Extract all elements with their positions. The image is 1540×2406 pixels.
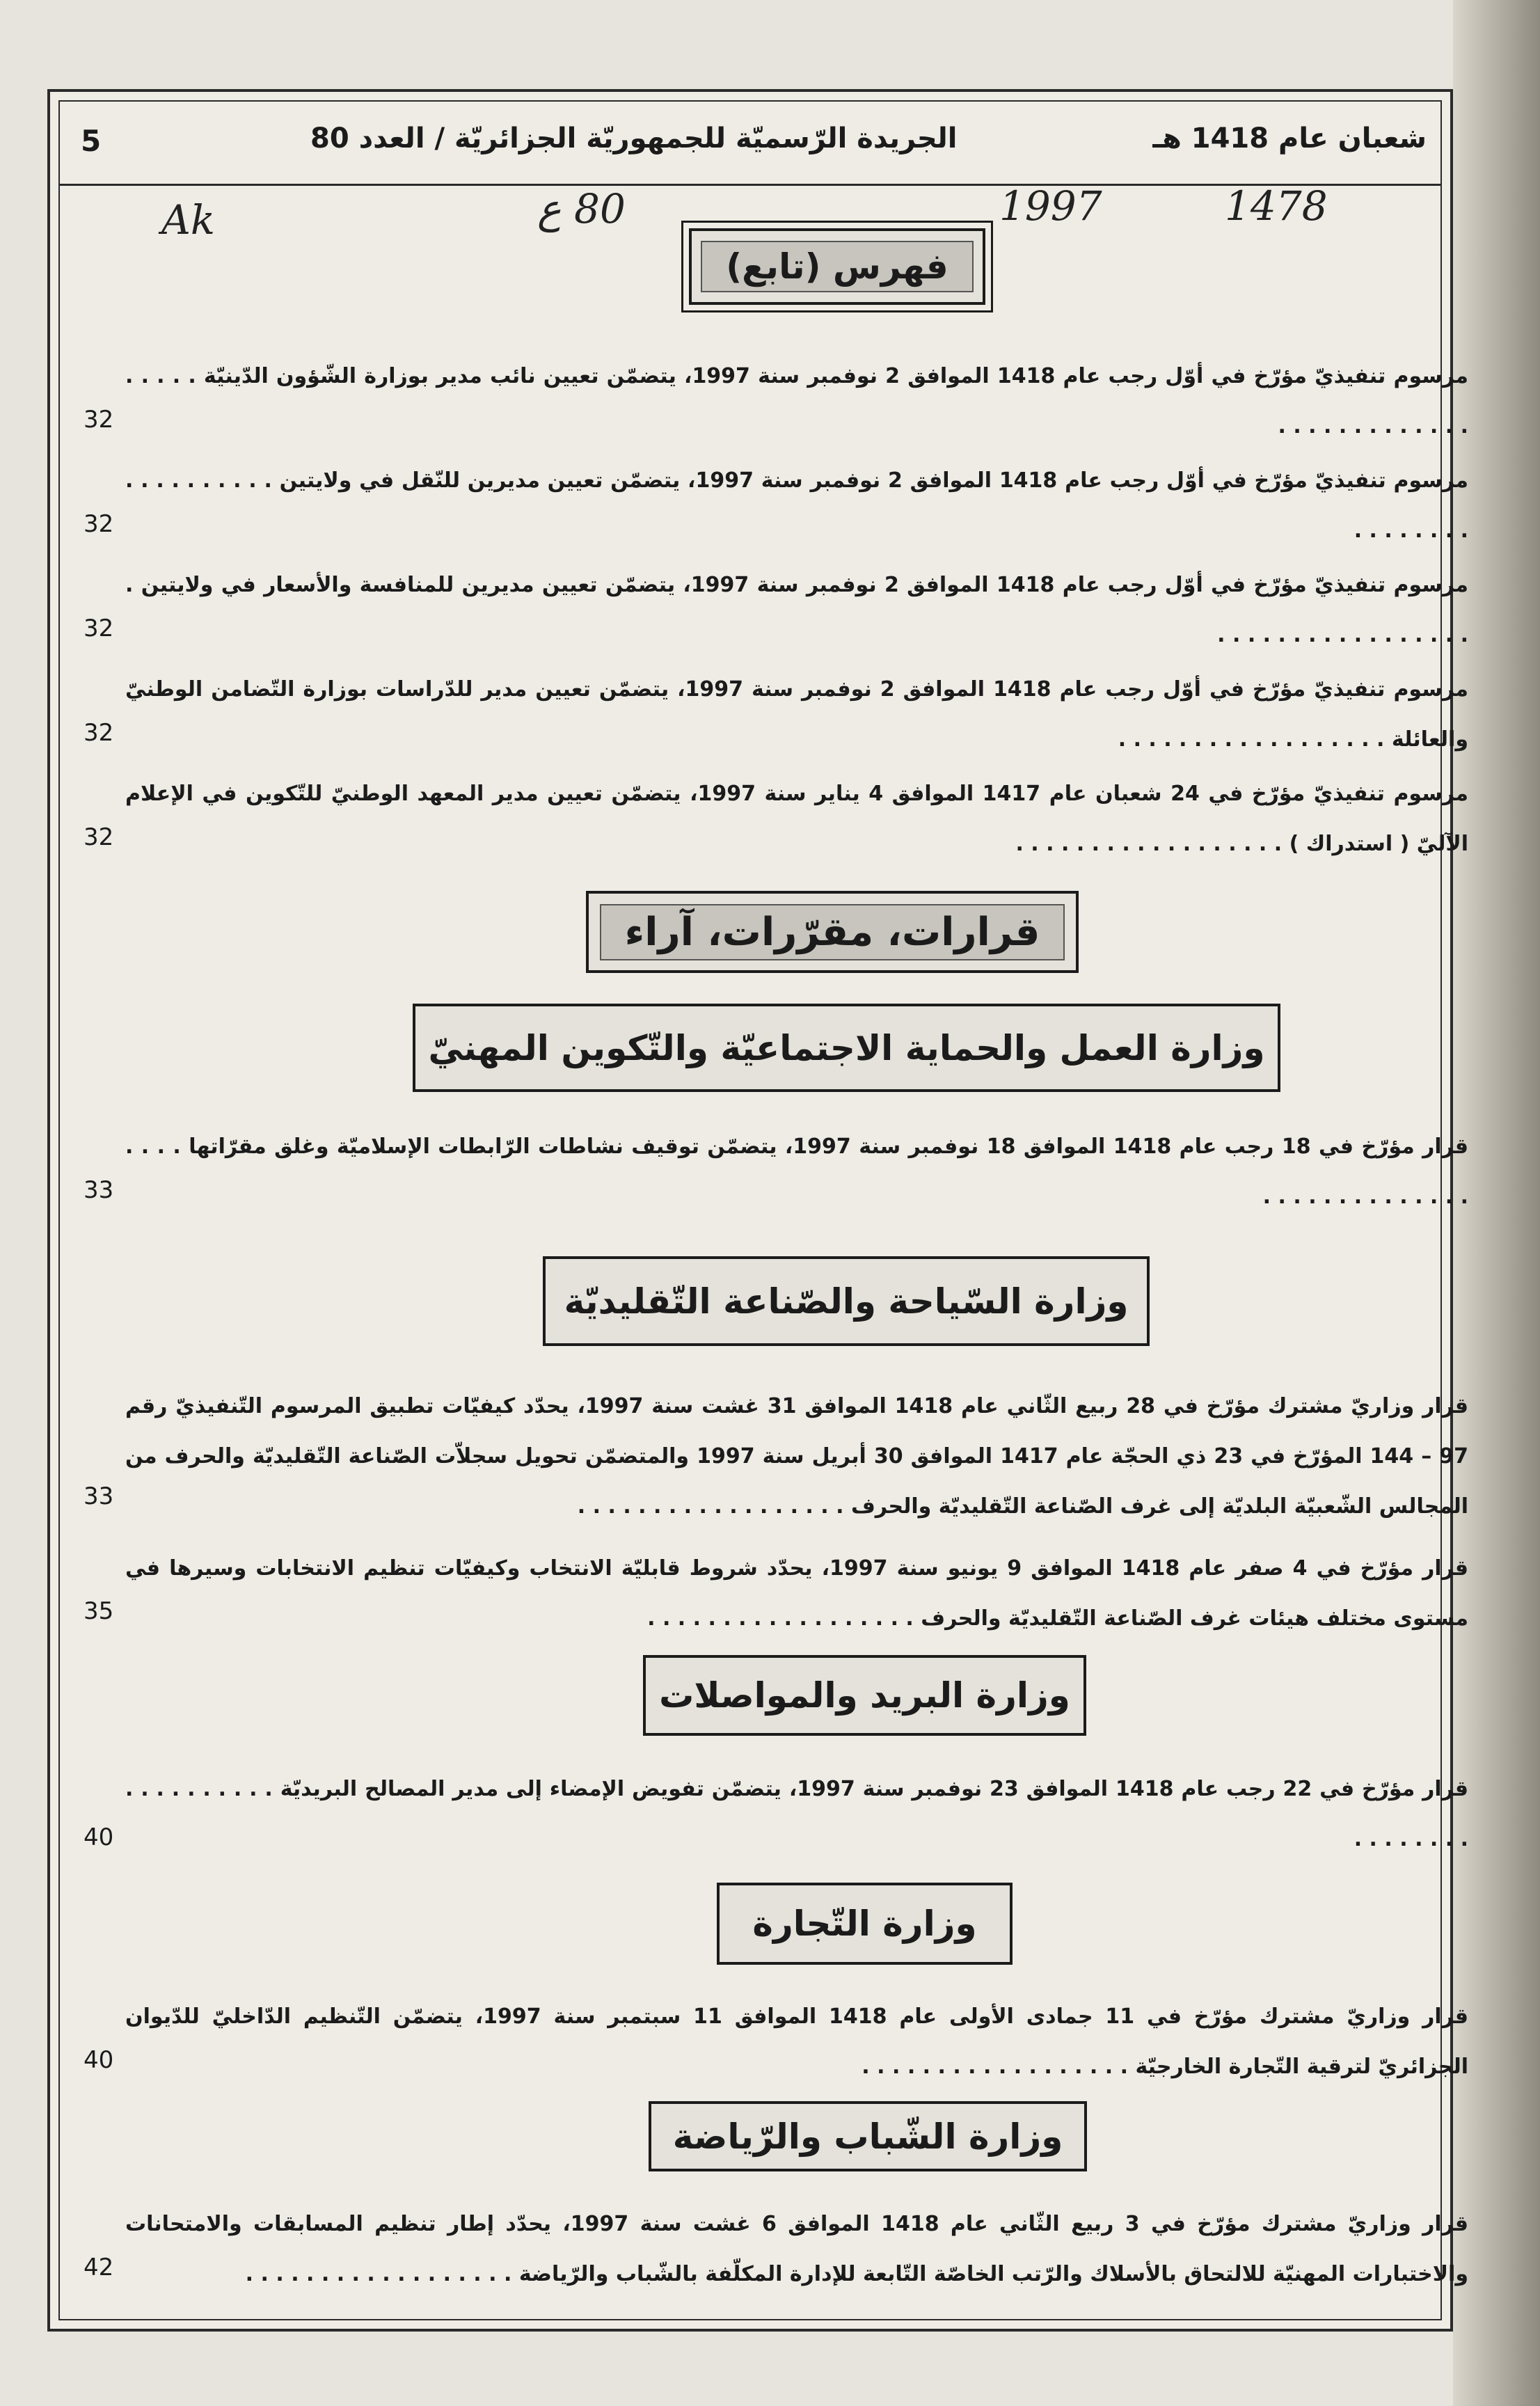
handwritten-note-d: 1478	[1225, 182, 1328, 230]
ministry-title-box	[649, 2101, 1087, 2171]
ministry-title-box	[543, 1256, 1150, 1346]
handwritten-note-b: 80 ع	[537, 185, 626, 232]
entry-page-number: 32	[84, 510, 114, 538]
entry-text: قرار مؤرّخ في 22 رجب عام 1418 الموافق 23 نوفمبر سنة 1997، يتضمّن تفويض الإمضاء إلى مدير المصالح البريديّة	[280, 1777, 1468, 1801]
entry-text: مرسوم تنفيذيّ مؤرّخ في أوّل رجب عام 1418 الموافق 2 نوفمبر سنة 1997، يتضمّن تعيين مدير للدّراسات بوزارة التّضامن الوطنيّ والعائلة	[125, 677, 1468, 752]
index-title-box	[689, 228, 985, 305]
journal-title: الجريدة الرّسميّة للجمهوريّة الجزائريّة / العدد 80	[310, 122, 958, 155]
page-number: 5	[81, 124, 102, 158]
index-entry-decision	[125, 2199, 1468, 2300]
entry-page-number: 32	[84, 823, 114, 851]
ministry-title-box	[413, 1004, 1280, 1092]
ministry-title: وزارة العمل والحماية الاجتماعيّة والتّكوين المهنيّ	[428, 1027, 1265, 1068]
section-title-box	[586, 891, 1079, 973]
leader-dots: . . . . . . . . . . . . . . . . . .	[577, 1494, 851, 1519]
entry-text: قرار وزاريّ مشترك مؤرّخ في 3 ربيع الثّاني عام 1418 الموافق 6 غشت سنة 1997، يحدّد إطار تنظيم المسابقات والامتحانات والاختبارات المهنيّة للالتحاق بالأسلاك والرّتب الخاصّة التّابعة للإدارة المكلّفة بالشّباب والرّياضة	[125, 2212, 1468, 2286]
index-entry-decree	[125, 351, 1468, 452]
entry-page-number: 32	[84, 406, 114, 434]
leader-dots: . . . . . . . . . . . . . . . . . .	[647, 1606, 921, 1631]
entry-page-number: 40	[84, 2046, 114, 2074]
entry-page-number: 33	[84, 1176, 114, 1204]
index-entry-decree	[125, 456, 1468, 556]
ministry-title-box	[643, 1655, 1086, 1736]
leader-dots: . . . . . . . . . . . . . . . . . .	[125, 573, 1468, 647]
ministry-title: وزارة السّياحة والصّناعة التّقليديّة	[564, 1281, 1129, 1322]
entry-page-number: 42	[84, 2254, 114, 2281]
entry-page-number: 40	[84, 1823, 114, 1851]
entry-text: مرسوم تنفيذيّ مؤرّخ في أوّل رجب عام 1418 الموافق 2 نوفمبر سنة 1997، يتضمّن تعيين مديرين للمنافسة والأسعار في ولايتين	[141, 573, 1469, 597]
index-entry-decision	[125, 1992, 1468, 2092]
entry-text: مرسوم تنفيذيّ مؤرّخ في 24 شعبان عام 1417 الموافق 4 يناير سنة 1997، يتضمّن تعيين مدير المعهد الوطنيّ للتّكوين في الإعلام الآليّ ( استدراك )	[125, 782, 1468, 856]
leader-dots: . . . . . . . . . . . . . . . . . .	[1015, 832, 1289, 856]
index-entry-decree	[125, 665, 1468, 765]
page-header	[60, 102, 1440, 186]
ministry-title: وزارة التّجارة	[752, 1904, 977, 1944]
ministry-title: وزارة الشّباب والرّياضة	[672, 2116, 1063, 2157]
entry-text: قرار مؤرّخ في 18 رجب عام 1418 الموافق 18 نوفمبر سنة 1997، يتضمّن توقيف نشاطات الرّابطات الإسلاميّة وغلق مقرّاتها	[189, 1134, 1468, 1159]
entry-text: قرار وزاريّ مشترك مؤرّخ في 28 ربيع الثّاني عام 1418 الموافق 31 غشت سنة 1997، يحدّد كيفيّات تطبيق المرسوم التّنفيذيّ رقم 97 – 144 المؤرّخ في 23 ذي الحجّة عام 1417 الموافق 30 أبريل سنة 1997 والمتضمّن تحويل سجلاّت الصّناعة التّقليديّة والحرف من المجالس الشّعبيّة البلديّة إلى غرف الصّناعة التّقليديّة والحرف	[125, 1394, 1468, 1519]
leader-dots: . . . . . . . . . . . . . . . . . .	[125, 1134, 1468, 1209]
entry-text: قرار وزاريّ مشترك مؤرّخ في 11 جمادى الأولى عام 1418 الموافق 11 سبتمبر سنة 1997، يتضمّن التّنظيم الدّاخليّ للدّيوان الجزائريّ لترقية التّجارة الخارجيّة	[125, 2004, 1468, 2079]
index-entry-decision	[125, 1544, 1468, 1644]
index-entry-decision	[125, 1382, 1468, 1532]
entry-page-number: 35	[84, 1597, 114, 1625]
index-entry-decree	[125, 560, 1468, 660]
index-entry-decision	[125, 1122, 1468, 1222]
entry-page-number: 32	[84, 615, 114, 642]
hijri-date: شعبان عام 1418 هـ	[1152, 122, 1427, 155]
leader-dots: . . . . . . . . . . . . . . . . . .	[125, 1777, 1468, 1851]
handwritten-note-a: Ak	[161, 196, 216, 244]
entry-text: مرسوم تنفيذيّ مؤرّخ في أوّل رجب عام 1418 الموافق 2 نوفمبر سنة 1997، يتضمّن تعيين نائب مدير بوزارة الشّؤون الدّينيّة	[203, 364, 1468, 388]
handwritten-note-c: 1997	[999, 182, 1102, 230]
ministry-title-box	[717, 1883, 1013, 1965]
entry-page-number: 32	[84, 719, 114, 747]
index-entry-decree	[125, 769, 1468, 869]
entry-text: مرسوم تنفيذيّ مؤرّخ في أوّل رجب عام 1418 الموافق 2 نوفمبر سنة 1997، يتضمّن تعيين مديرين للنّقل في ولايتين	[279, 468, 1469, 493]
leader-dots: . . . . . . . . . . . . . . . . . .	[125, 364, 1468, 438]
entry-page-number: 33	[84, 1482, 114, 1510]
index-title: فهرس (تابع)	[701, 241, 973, 292]
entry-text: قرار مؤرّخ في 4 صفر عام 1418 الموافق 9 يونيو سنة 1997، يحدّد شروط قابليّة الانتخاب وكيفيّات تنظيم الانتخابات وسيرها في مستوى مختلف هيئات غرف الصّناعة التّقليديّة والحرف	[125, 1556, 1469, 1631]
leader-dots: . . . . . . . . . . . . . . . . . .	[245, 2262, 519, 2286]
leader-dots: . . . . . . . . . . . . . . . . . .	[1118, 727, 1392, 752]
section-title: قرارات، مقرّرات، آراء	[600, 904, 1065, 960]
ministry-title: وزارة البريد والمواصلات	[659, 1675, 1070, 1716]
leader-dots: . . . . . . . . . . . . . . . . . .	[862, 2055, 1136, 2079]
index-entry-decision	[125, 1764, 1468, 1865]
leader-dots: . . . . . . . . . . . . . . . . . .	[125, 468, 1468, 543]
